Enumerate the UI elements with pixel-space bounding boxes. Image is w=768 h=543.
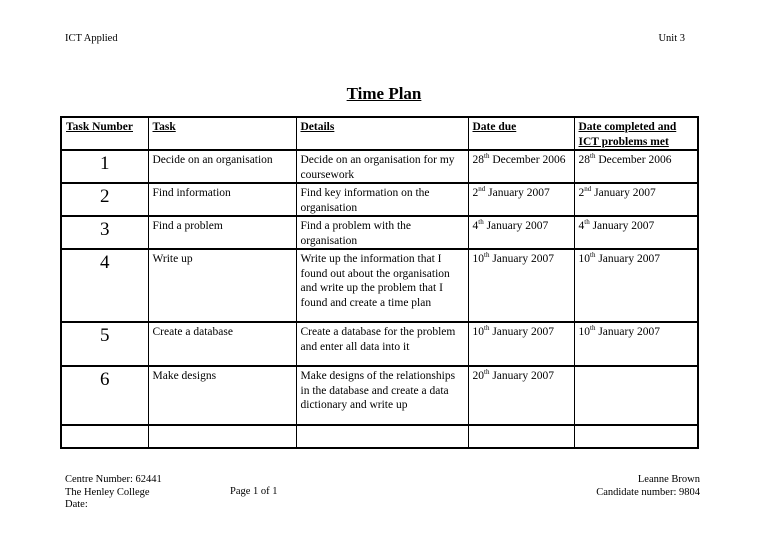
candidate-number: Candidate number: 9804: [596, 486, 700, 498]
column-header-details: Details: [296, 117, 468, 150]
date-day: 20: [472, 370, 484, 382]
task-number-cell: 5: [61, 322, 148, 366]
date-suffix: th: [484, 368, 490, 377]
header-left: ICT Applied: [65, 33, 118, 44]
table-row: [61, 366, 698, 425]
table-row: [61, 150, 698, 183]
date-month-year: January 2007: [489, 253, 554, 265]
centre-number: Centre Number: 62441: [65, 474, 162, 485]
date-completed-cell: [574, 249, 698, 322]
table-row: [61, 249, 698, 322]
college-name: The Henley College: [65, 486, 150, 498]
details-cell: Create a database for the problem and enter all data into it: [296, 322, 468, 366]
column-header-date-completed: Date completed and ICT problems met: [574, 117, 698, 150]
footer-right: [596, 474, 700, 499]
date-completed-cell: [574, 216, 698, 249]
date-month-year: January 2007: [595, 326, 660, 338]
date-month-year: January 2007: [595, 253, 660, 265]
details-cell: Find a problem with the organisation: [296, 216, 468, 249]
task-cell: Write up: [148, 249, 296, 322]
column-header-task-number: Task Number: [61, 117, 148, 150]
task-cell: [148, 425, 296, 448]
date-month-year: January 2007: [485, 187, 550, 199]
table-header-row: [61, 117, 698, 150]
task-cell: Find a problem: [148, 216, 296, 249]
date-suffix: th: [590, 152, 596, 161]
task-number-cell: 4: [61, 249, 148, 322]
date-due-cell: [468, 249, 574, 322]
details-cell: Find key information on the organisation: [296, 183, 468, 216]
date-due-cell: [468, 425, 574, 448]
date-completed-cell: [574, 183, 698, 216]
task-number-cell: 3: [61, 216, 148, 249]
column-header-task: Task: [148, 117, 296, 150]
date-day: 10: [578, 253, 590, 265]
header-right: Unit 3: [658, 33, 685, 44]
date-due-cell: [468, 216, 574, 249]
task-number-cell: 1: [61, 150, 148, 183]
table-row: [61, 322, 698, 366]
date-month-year: January 2007: [489, 370, 554, 382]
footer-left: [65, 474, 162, 512]
details-cell: [296, 425, 468, 448]
date-suffix: th: [484, 324, 490, 333]
date-month-year: January 2007: [483, 220, 549, 232]
task-cell: Make designs: [148, 366, 296, 425]
date-day: 10: [472, 253, 484, 265]
task-number-cell: 6: [61, 366, 148, 425]
date-suffix: th: [584, 218, 590, 227]
date-day: 4: [472, 220, 479, 232]
date-month-year: December 2006: [595, 154, 672, 166]
task-cell: Create a database: [148, 322, 296, 366]
table-row: [61, 183, 698, 216]
date-day: 4: [578, 220, 585, 232]
task-cell: Find information: [148, 183, 296, 216]
date-completed-cell: [574, 366, 698, 425]
date-day: 2: [472, 187, 479, 199]
date-completed-cell: [574, 322, 698, 366]
task-number-cell: [61, 425, 148, 448]
date-day: 2: [578, 187, 585, 199]
details-cell: Write up the information that I found out about the organisation and write up the problem that I found and create a time plan: [296, 249, 468, 322]
details-cell: Make designs of the relationships in the database and create a data dictionary and write up: [296, 366, 468, 425]
page-title: Time Plan: [346, 84, 422, 103]
table-row: [61, 425, 698, 448]
date-day: 10: [472, 326, 484, 338]
date-due-cell: [468, 150, 574, 183]
date-due-cell: [468, 183, 574, 216]
date-due-cell: [468, 366, 574, 425]
date-suffix: nd: [584, 185, 592, 194]
date-day: 28: [578, 154, 590, 166]
page-number: Page 1 of 1: [230, 486, 278, 497]
task-cell: Decide on an organisation: [148, 150, 296, 183]
candidate-name: Leanne Brown: [637, 474, 700, 485]
date-due-cell: [468, 322, 574, 366]
date-month-year: January 2007: [589, 220, 655, 232]
date-suffix: th: [590, 324, 596, 333]
date-suffix: th: [484, 251, 490, 260]
date-suffix: th: [478, 218, 484, 227]
column-header-date-due: Date due: [468, 117, 574, 150]
date-suffix: th: [590, 251, 596, 260]
details-cell: Decide on an organisation for my coursework: [296, 150, 468, 183]
date-completed-cell: [574, 425, 698, 448]
date-month-year: January 2007: [591, 187, 656, 199]
date-month-year: December 2006: [489, 154, 566, 166]
date-day: 28: [472, 154, 484, 166]
table-row: [61, 216, 698, 249]
date-suffix: nd: [478, 185, 486, 194]
date-completed-cell: [574, 150, 698, 183]
time-plan-table: [60, 116, 699, 449]
date-month-year: January 2007: [489, 326, 554, 338]
date-label: Date:: [65, 499, 88, 510]
task-number-cell: 2: [61, 183, 148, 216]
date-suffix: th: [484, 152, 490, 161]
date-day: 10: [578, 326, 590, 338]
